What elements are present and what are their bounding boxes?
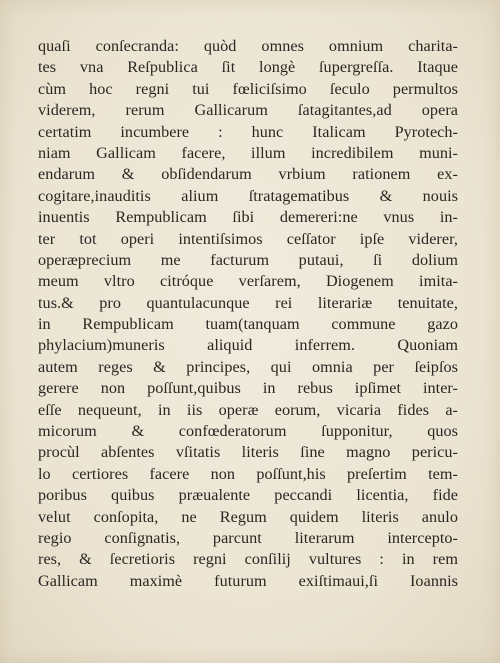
text-line: procùl abſentes vſitatis literis ſine magno pericu- (38, 443, 458, 462)
text-line: certatim incumbere : hunc Italicam Pyrotech- (38, 122, 458, 141)
text-line: viderem, rerum Gallicarum ſatagitantes,ad opera (38, 101, 458, 120)
text-line: niam Gallicam facere, illum incredibilem muni- (38, 143, 458, 162)
text-line: micorum & confœderatorum ſupponitur, quos (38, 422, 458, 441)
text-line: tus.& pro quantulacunque rei literariæ tenuitate, (38, 293, 458, 312)
text-line: ter tot operi intentiſsimos ceſſator ipſe viderer, (38, 229, 458, 248)
text-line: lo certiores facere non poſſunt,his preſertim tem- (38, 464, 458, 483)
text-line: meum vltro citróque verſarem, Diogenem imita- (38, 272, 458, 291)
text-line: quaſi conſecranda: quòd omnes omnium charita- (38, 37, 458, 55)
text-line: endarum & obſidendarum vrbium rationem ex- (38, 165, 458, 184)
text-line: inuentis Rempublicam ſibi demereri:ne vnus in- (38, 208, 458, 227)
text-line: in Rempublicam tuam(tanquam commune gazo (38, 315, 458, 334)
text-line: Gallicam maximè futurum exiſtimaui,ſi Ioannis (38, 571, 458, 590)
text-line: tes vna Reſpublica ſit longè ſupergreſſa. Itaque (38, 58, 458, 77)
text-line: gerere non poſſunt,quibus in rebus ipſimet inter- (38, 379, 458, 398)
text-line: operæprecium me facturum putaui, ſi dolium (38, 250, 458, 269)
text-line: velut conſopita, ne Regum quidem literis anulo (38, 507, 458, 526)
text-block (38, 36, 458, 592)
text-line: res, & ſecretioris regni conſilij vultures : in rem (38, 550, 458, 569)
text-line: eſſe nequeunt, in iis operæ eorum, vicaria fides a- (38, 400, 458, 419)
text-line: autem reges & principes, qui omnia per ſeipſos (38, 357, 458, 376)
text-line: cùm hoc regni tui fœliciſsimo ſeculo permultos (38, 79, 458, 98)
text-line: regio conſignatis, parcunt literarum intercepto- (38, 528, 458, 547)
text-line: phylacium)muneris aliquid inferrem. Quoniam (38, 336, 458, 355)
text-line: poribus quibus præualente peccandi licentia, fide (38, 486, 458, 505)
text-line: cogitare,inauditis alium ſtratagematibus & nouis (38, 186, 458, 205)
